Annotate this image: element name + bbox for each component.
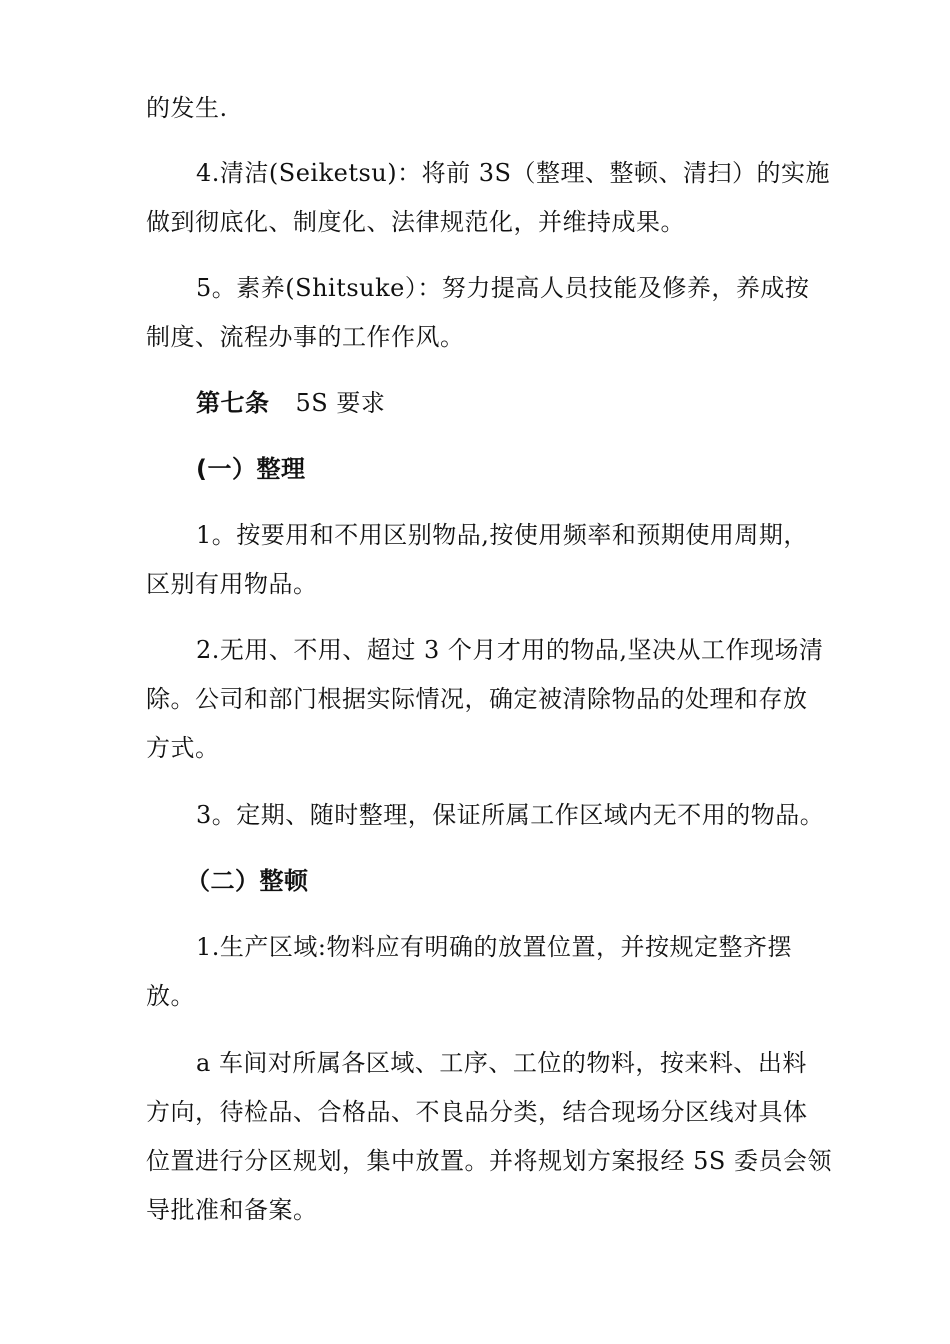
text-line: 位置进行分区规划，集中放置。并将规划方案报经 5S 委员会领: [146, 1147, 832, 1175]
text-line: 放。: [146, 982, 195, 1010]
text-line: 制度、流程办事的工作作风。: [146, 323, 465, 351]
text-line: 做到彻底化、制度化、法律规范化，并维持成果。: [146, 208, 685, 236]
text-line: 导批准和备案。: [146, 1196, 318, 1224]
text-line: 1。按要用和不用区别物品,按使用频率和预期使用周期，: [196, 521, 808, 549]
text-line: 方向，待检品、合格品、不良品分类，结合现场分区线对具体: [146, 1098, 808, 1126]
article-heading: [196, 388, 846, 418]
text-line: 的发生.: [146, 94, 228, 122]
text-line: 5。素养(Shitsuke）：努力提高人员技能及修养，养成按: [196, 274, 810, 302]
article-number: 第七条: [196, 389, 270, 417]
text-line: 3。定期、随时整理，保证所属工作区域内无不用的物品。: [196, 801, 825, 829]
text-line: 2.无用、不用、超过 3 个月才用的物品,坚决从工作现场清: [196, 636, 824, 664]
text-line: 1.生产区域:物料应有明确的放置位置，并按规定整齐摆: [196, 933, 792, 961]
article-title: 5S 要求: [295, 389, 386, 417]
section-heading: （二）整顿: [186, 867, 309, 895]
text-line: 方式。: [146, 734, 220, 762]
text-line: a 车间对所属各区域、工序、工位的物料，按来料、出料: [196, 1049, 807, 1077]
text-line: 区别有用物品。: [146, 570, 318, 598]
text-line: 4.清洁(Seiketsu)：将前 3S（整理、整顿、清扫）的实施: [196, 159, 830, 187]
section-heading: (一）整理: [196, 455, 306, 483]
text-line: 除。公司和部门根据实际情况，确定被清除物品的处理和存放: [146, 685, 808, 713]
